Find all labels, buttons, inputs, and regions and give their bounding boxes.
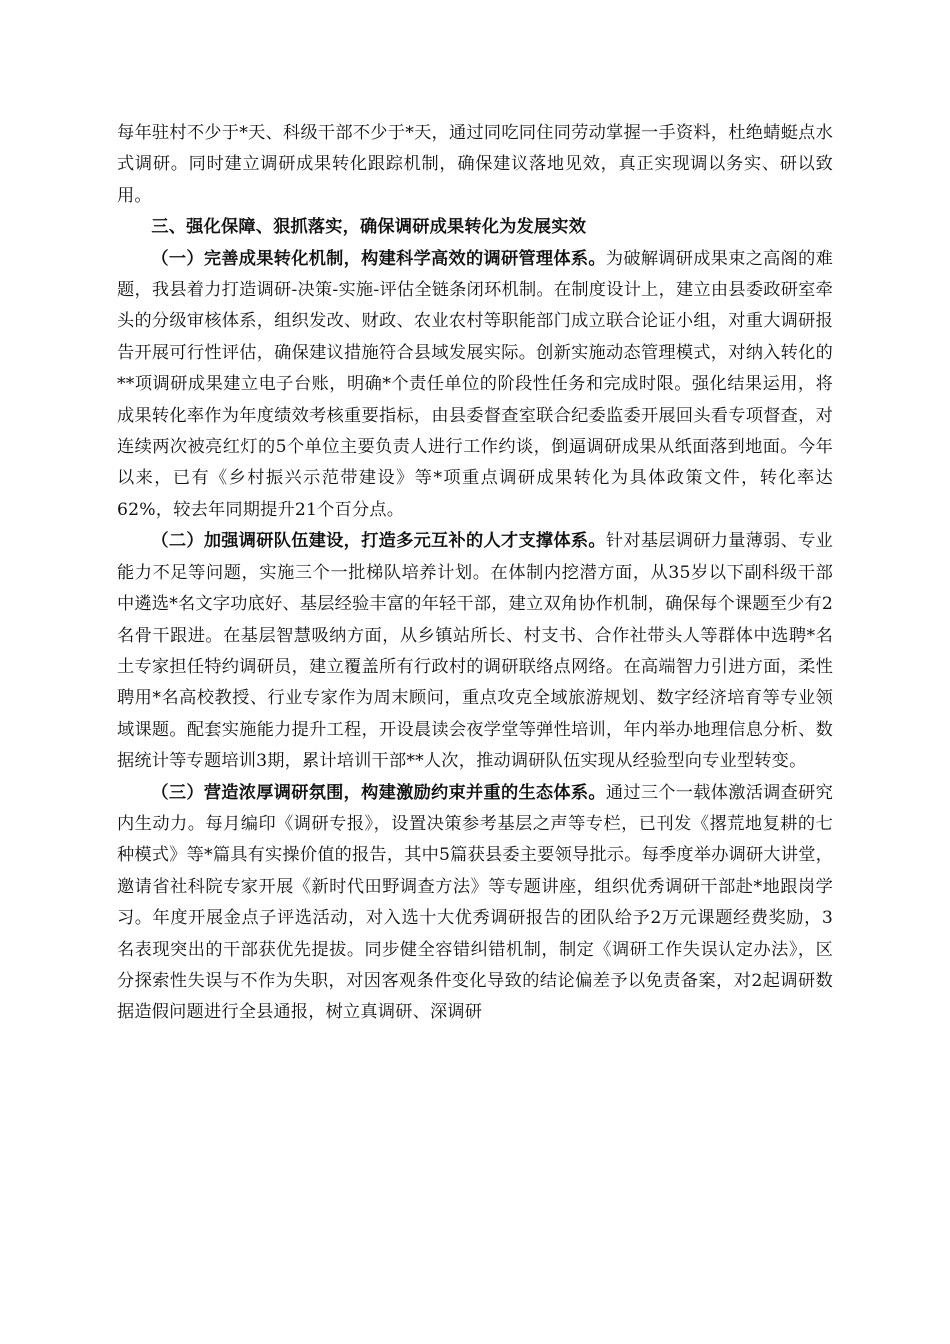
intro-paragraph: 每年驻村不少于*天、科级干部不少于*天，通过同吃同住同劳动掌握一手资料，杜绝蜻蜓点水式调研。同时建立调研成果转化跟踪机制，确保建议落地见效，真正实现调以务实、研以致用。 bbox=[117, 123, 833, 206]
subsection-paragraph-2 bbox=[117, 526, 833, 777]
document-page bbox=[117, 118, 833, 1029]
subsection-body-3: 通过三个一载体激活调查研究内生动力。每月编印《调研专报》，设置决策参考基层之声等专栏，已刊发《撂荒地复耕的七种模式》等*篇具有实操价值的报告，其中5篇获县委主要领导批示。每季度举办调研大讲堂，邀请省社科院专家开展《新时代田野调查方法》等专题讲座，组织优秀调研干部赴*地跟岗学习。年度开展金点子评选活动，对入选十大优秀调研报告的团队给予2万元课题经费奖励，3名表现突出的干部获优先提拔。同步健全容错纠错机制，制定《调研工作失误认定办法》，区分探索性失误与不作为失职，对因客观条件变化导致的结论偏差予以免责备案，对2起调研数据造假问题进行全县通报，树立真调研、深调研 bbox=[117, 782, 833, 1023]
subsection-lead-3: （三）营造浓厚调研氛围，构建激励约束并重的生态体系。 bbox=[151, 782, 606, 803]
subsection-lead-2: （二）加强调研队伍建设，打造多元互补的人才支撑体系。 bbox=[151, 531, 606, 552]
subsection-lead-1: （一）完善成果转化机制，构建科学高效的调研管理体系。 bbox=[151, 248, 606, 269]
subsection-body-1: 为破解调研成果束之高阁的难题，我县着力打造调研-决策-实施-评估全链条闭环机制。在制度设计上，建立由县委政研室牵头的分级审核体系，组织发改、财政、农业农村等职能部门成立联合论证小组，对重大调研报告开展可行性评估，确保建议措施符合县域发展实际。创新实施动态管理模式，对纳入转化的**项调研成果建立电子台账，明确*个责任单位的阶段性任务和完成时限。强化结果运用，将成果转化率作为年度绩效考核重要指标，由县委督查室联合纪委监委开展回头看专项督查，对连续两次被亮红灯的5个单位主要负责人进行工作约谈，倒逼调研成果从纸面落到地面。今年以来，已有《乡村振兴示范带建设》等*项重点调研成果转化为具体政策文件，转化率达62%，较去年同期提升21个百分点。 bbox=[117, 248, 833, 520]
subsection-paragraph-1 bbox=[117, 244, 833, 527]
subsection-paragraph-3 bbox=[117, 778, 833, 1029]
subsection-body-2: 针对基层调研力量薄弱、专业能力不足等问题，实施三个一批梯队培养计划。在体制内挖潜方面，从35岁以下副科级干部中遴选*名文字功底好、基层经验丰富的年轻干部，建立双角协作机制，确保每个课题至少有2名骨干跟进。在基层智慧吸纳方面，从乡镇站所长、村支书、合作社带头人等群体中选聘*名土专家担任特约调研员，建立覆盖所有行政村的调研联络点网络。在高端智力引进方面，柔性聘用*名高校教授、行业专家作为周末顾问，重点攻克全域旅游规划、数字经济培育等专业领域课题。配套实施能力提升工程，开设晨读会夜学堂等弹性培训，年内举办地理信息分析、数据统计等专题培训3期，累计培训干部**人次，推动调研队伍实现从经验型向专业型转变。 bbox=[117, 531, 833, 772]
section-heading: 三、强化保障、狠抓落实，确保调研成果转化为发展实效 bbox=[151, 217, 587, 238]
